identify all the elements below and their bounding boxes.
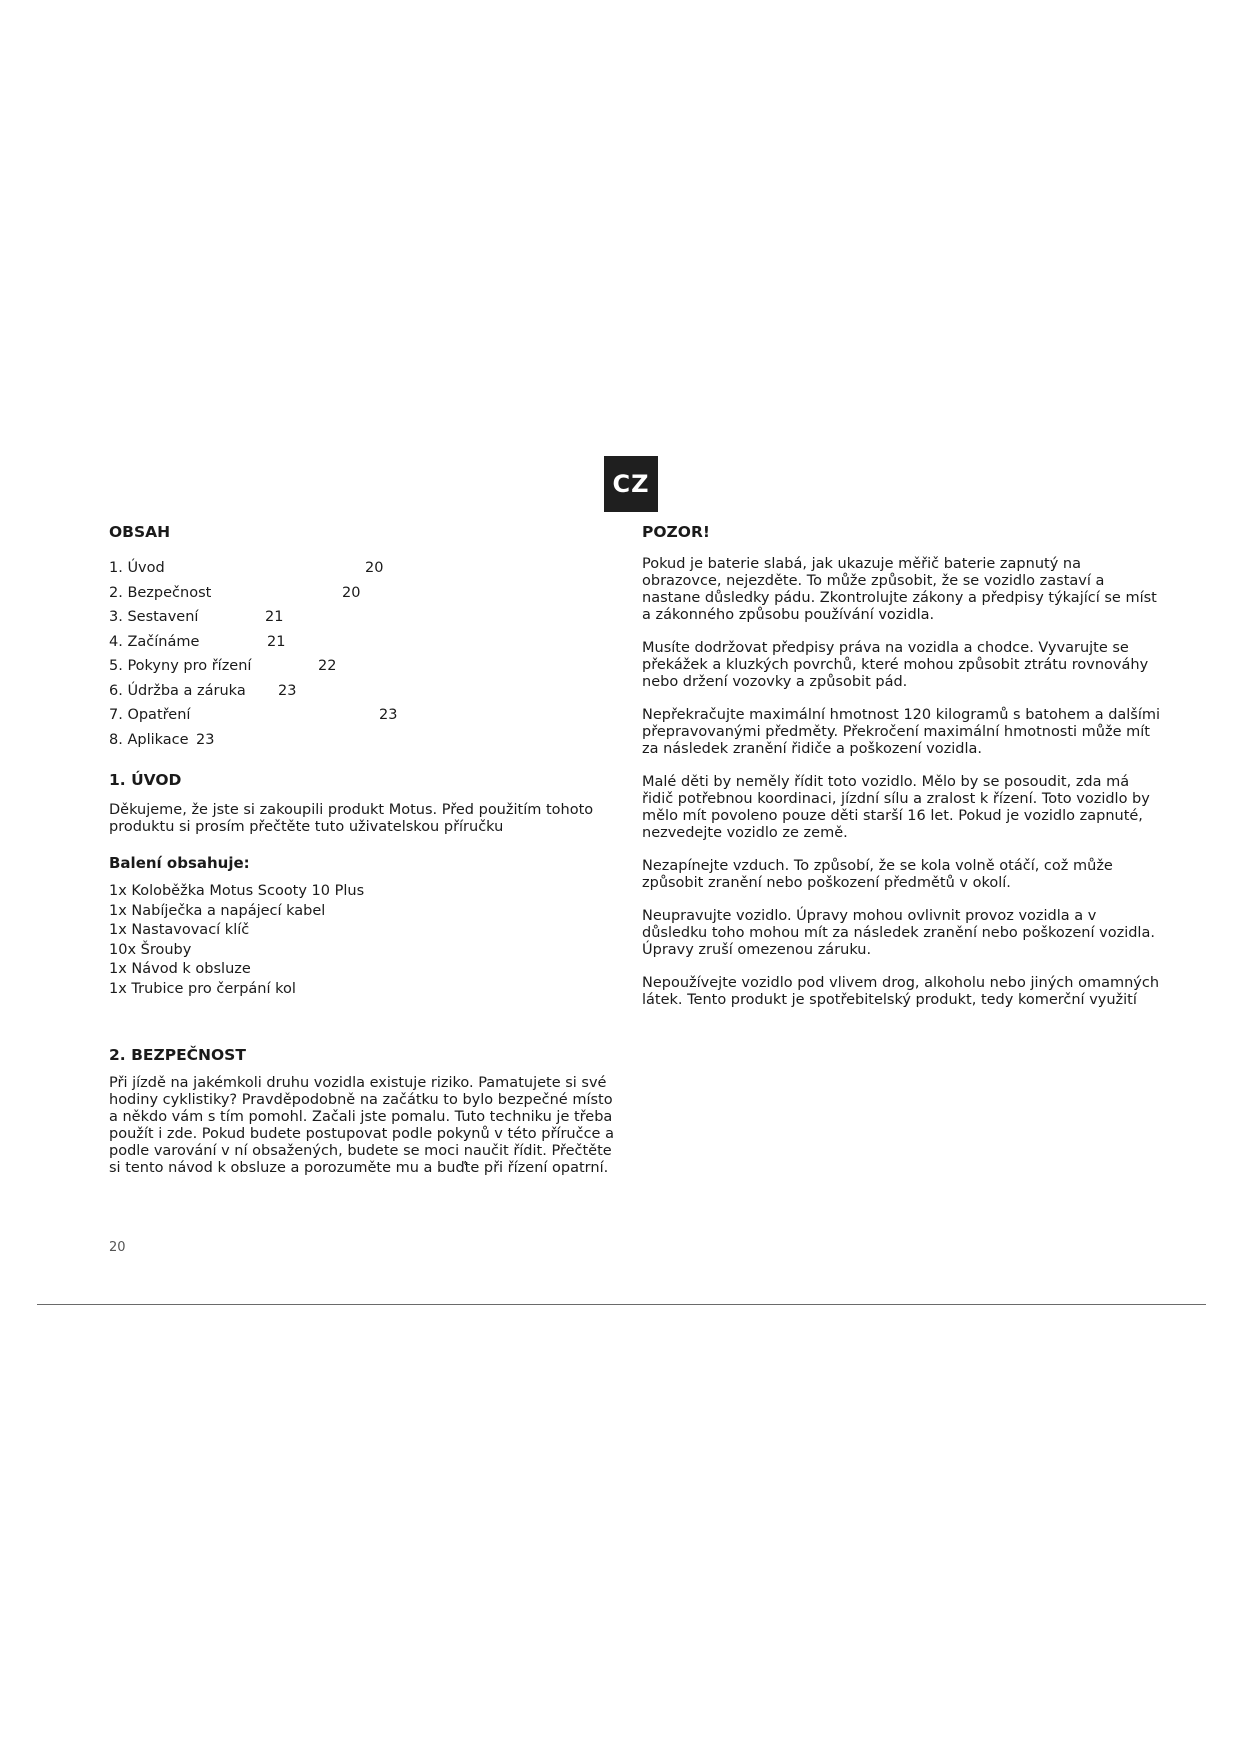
toc-item-page: 20 <box>342 584 361 601</box>
toc-item-label: 1. Úvod <box>109 560 165 576</box>
toc-item-opatreni <box>109 703 619 728</box>
page-number: 20 <box>109 1240 126 1255</box>
package-item: 10x Šrouby <box>109 941 192 958</box>
warning-title: POZOR! <box>642 523 710 541</box>
toc-item-page: 23 <box>379 707 398 723</box>
warning-paragraph: Nepoužívejte vozidlo pod vlivem drog, alkoholu nebo jiných omamných látek. Tento produkt je spotřebitelský produkt, tedy komerční využití <box>642 975 1160 1008</box>
package-list <box>109 882 619 999</box>
toc-item-aplikace <box>109 728 619 753</box>
package-item: 1x Nabíječka a napájecí kabel <box>109 902 326 919</box>
toc-item-label: 3. Sestavení <box>109 609 199 625</box>
toc-item-page: 22 <box>318 658 337 674</box>
toc-item-page: 23 <box>196 731 215 748</box>
table-of-contents <box>109 556 619 752</box>
bottom-divider <box>37 1304 1206 1305</box>
safety-text: Při jízdě na jakémkoli druhu vozidla existuje riziko. Pamatujete si své hodiny cyklistiky? Pravděpodobně na začátku to bylo bezpečné místo a někdo vám s tím pomohl. Začali jste pomalu. Tuto techniku je třeba použít i zde. Pokud budete postupovat podle pokynů v této příručce a podle varování v ní obsažených, budete se moci naučit řídit. Přečtěte si tento návod k obsluze a porozuměte mu a buďte při řízení opatrní. <box>109 1075 614 1176</box>
toc-item-label: 6. Údržba a záruka <box>109 682 246 699</box>
safety-title: 2. BEZPEČNOST <box>109 1046 246 1064</box>
toc-item-label: 5. Pokyny pro řízení <box>109 658 252 674</box>
toc-item-pokyny <box>109 654 619 679</box>
toc-item-bezpecnost <box>109 581 619 606</box>
package-item: 1x Nastavovací klíč <box>109 922 250 938</box>
left-column <box>109 520 619 1177</box>
toc-item-uvod <box>109 556 619 581</box>
toc-item-page: 23 <box>278 682 297 699</box>
toc-title: OBSAH <box>109 523 171 541</box>
intro-text: Děkujeme, že jste si zakoupili produkt Motus. Před použitím tohoto produktu si prosím přečtěte tuto uživatelskou příručku <box>109 802 594 835</box>
toc-item-page: 20 <box>365 560 384 576</box>
toc-item-label: 4. Začínáme <box>109 633 200 650</box>
warning-paragraph: Neupravujte vozidlo. Úpravy mohou ovlivnit provoz vozidla a v důsledku toho mohou mít za následek zranění nebo poškození vozidla. Úpravy zruší omezenou záruku. <box>642 908 1155 958</box>
warning-paragraph: Pokud je baterie slabá, jak ukazuje měřič baterie zapnutý na obrazovce, nejezděte. To může způsobit, že se vozidlo zastaví a nastane důsledky pádu. Zkontrolujte zákony a předpisy týkající se míst a zákonného způsobu používání vozidla. <box>642 556 1157 623</box>
toc-item-zaciname <box>109 630 619 655</box>
toc-item-label: 7. Opatření <box>109 707 191 723</box>
intro-title: 1. ÚVOD <box>109 771 182 789</box>
warning-paragraph: Nezapínejte vzduch. To způsobí, že se kola volně otáčí, což může způsobit zranění nebo poškození předmětů v okolí. <box>642 858 1113 891</box>
package-item: 1x Návod k obsluze <box>109 961 251 977</box>
language-tab: CZ <box>604 456 658 512</box>
warning-paragraph: Nepřekračujte maximální hmotnost 120 kilogramů s batohem a dalšími přepravovanými předměty. Překročení maximální hmotnosti může mít za následek zranění řidiče a poškození vozidla. <box>642 707 1161 757</box>
toc-item-page: 21 <box>267 633 286 650</box>
toc-item-label: 8. Aplikace <box>109 731 189 748</box>
package-item: 1x Koloběžka Motus Scooty 10 Plus <box>109 883 365 899</box>
toc-item-sestaveni <box>109 605 619 630</box>
warning-paragraph: Musíte dodržovat předpisy práva na vozidla a chodce. Vyvarujte se překážek a kluzkých povrchů, které mohou způsobit ztrátu rovnováhy nebo držení vozovky a způsobit pád. <box>642 640 1149 690</box>
toc-item-label: 2. Bezpečnost <box>109 584 212 601</box>
toc-item-page: 21 <box>265 609 284 625</box>
package-title: Balení obsahuje: <box>109 854 250 872</box>
right-column <box>642 520 1162 1009</box>
package-item: 1x Trubice pro čerpání kol <box>109 980 296 997</box>
warning-paragraph: Malé děti by neměly řídit toto vozidlo. Mělo by se posoudit, zda má řidič potřebnou koordinaci, jízdní sílu a zralost k řízení. Toto vozidlo by mělo mít povoleno pouze děti starší 16 let. Pokud je vozidlo zapnuté, nezvedejte vozidlo ze země. <box>642 774 1150 841</box>
toc-item-udrzba <box>109 679 619 704</box>
